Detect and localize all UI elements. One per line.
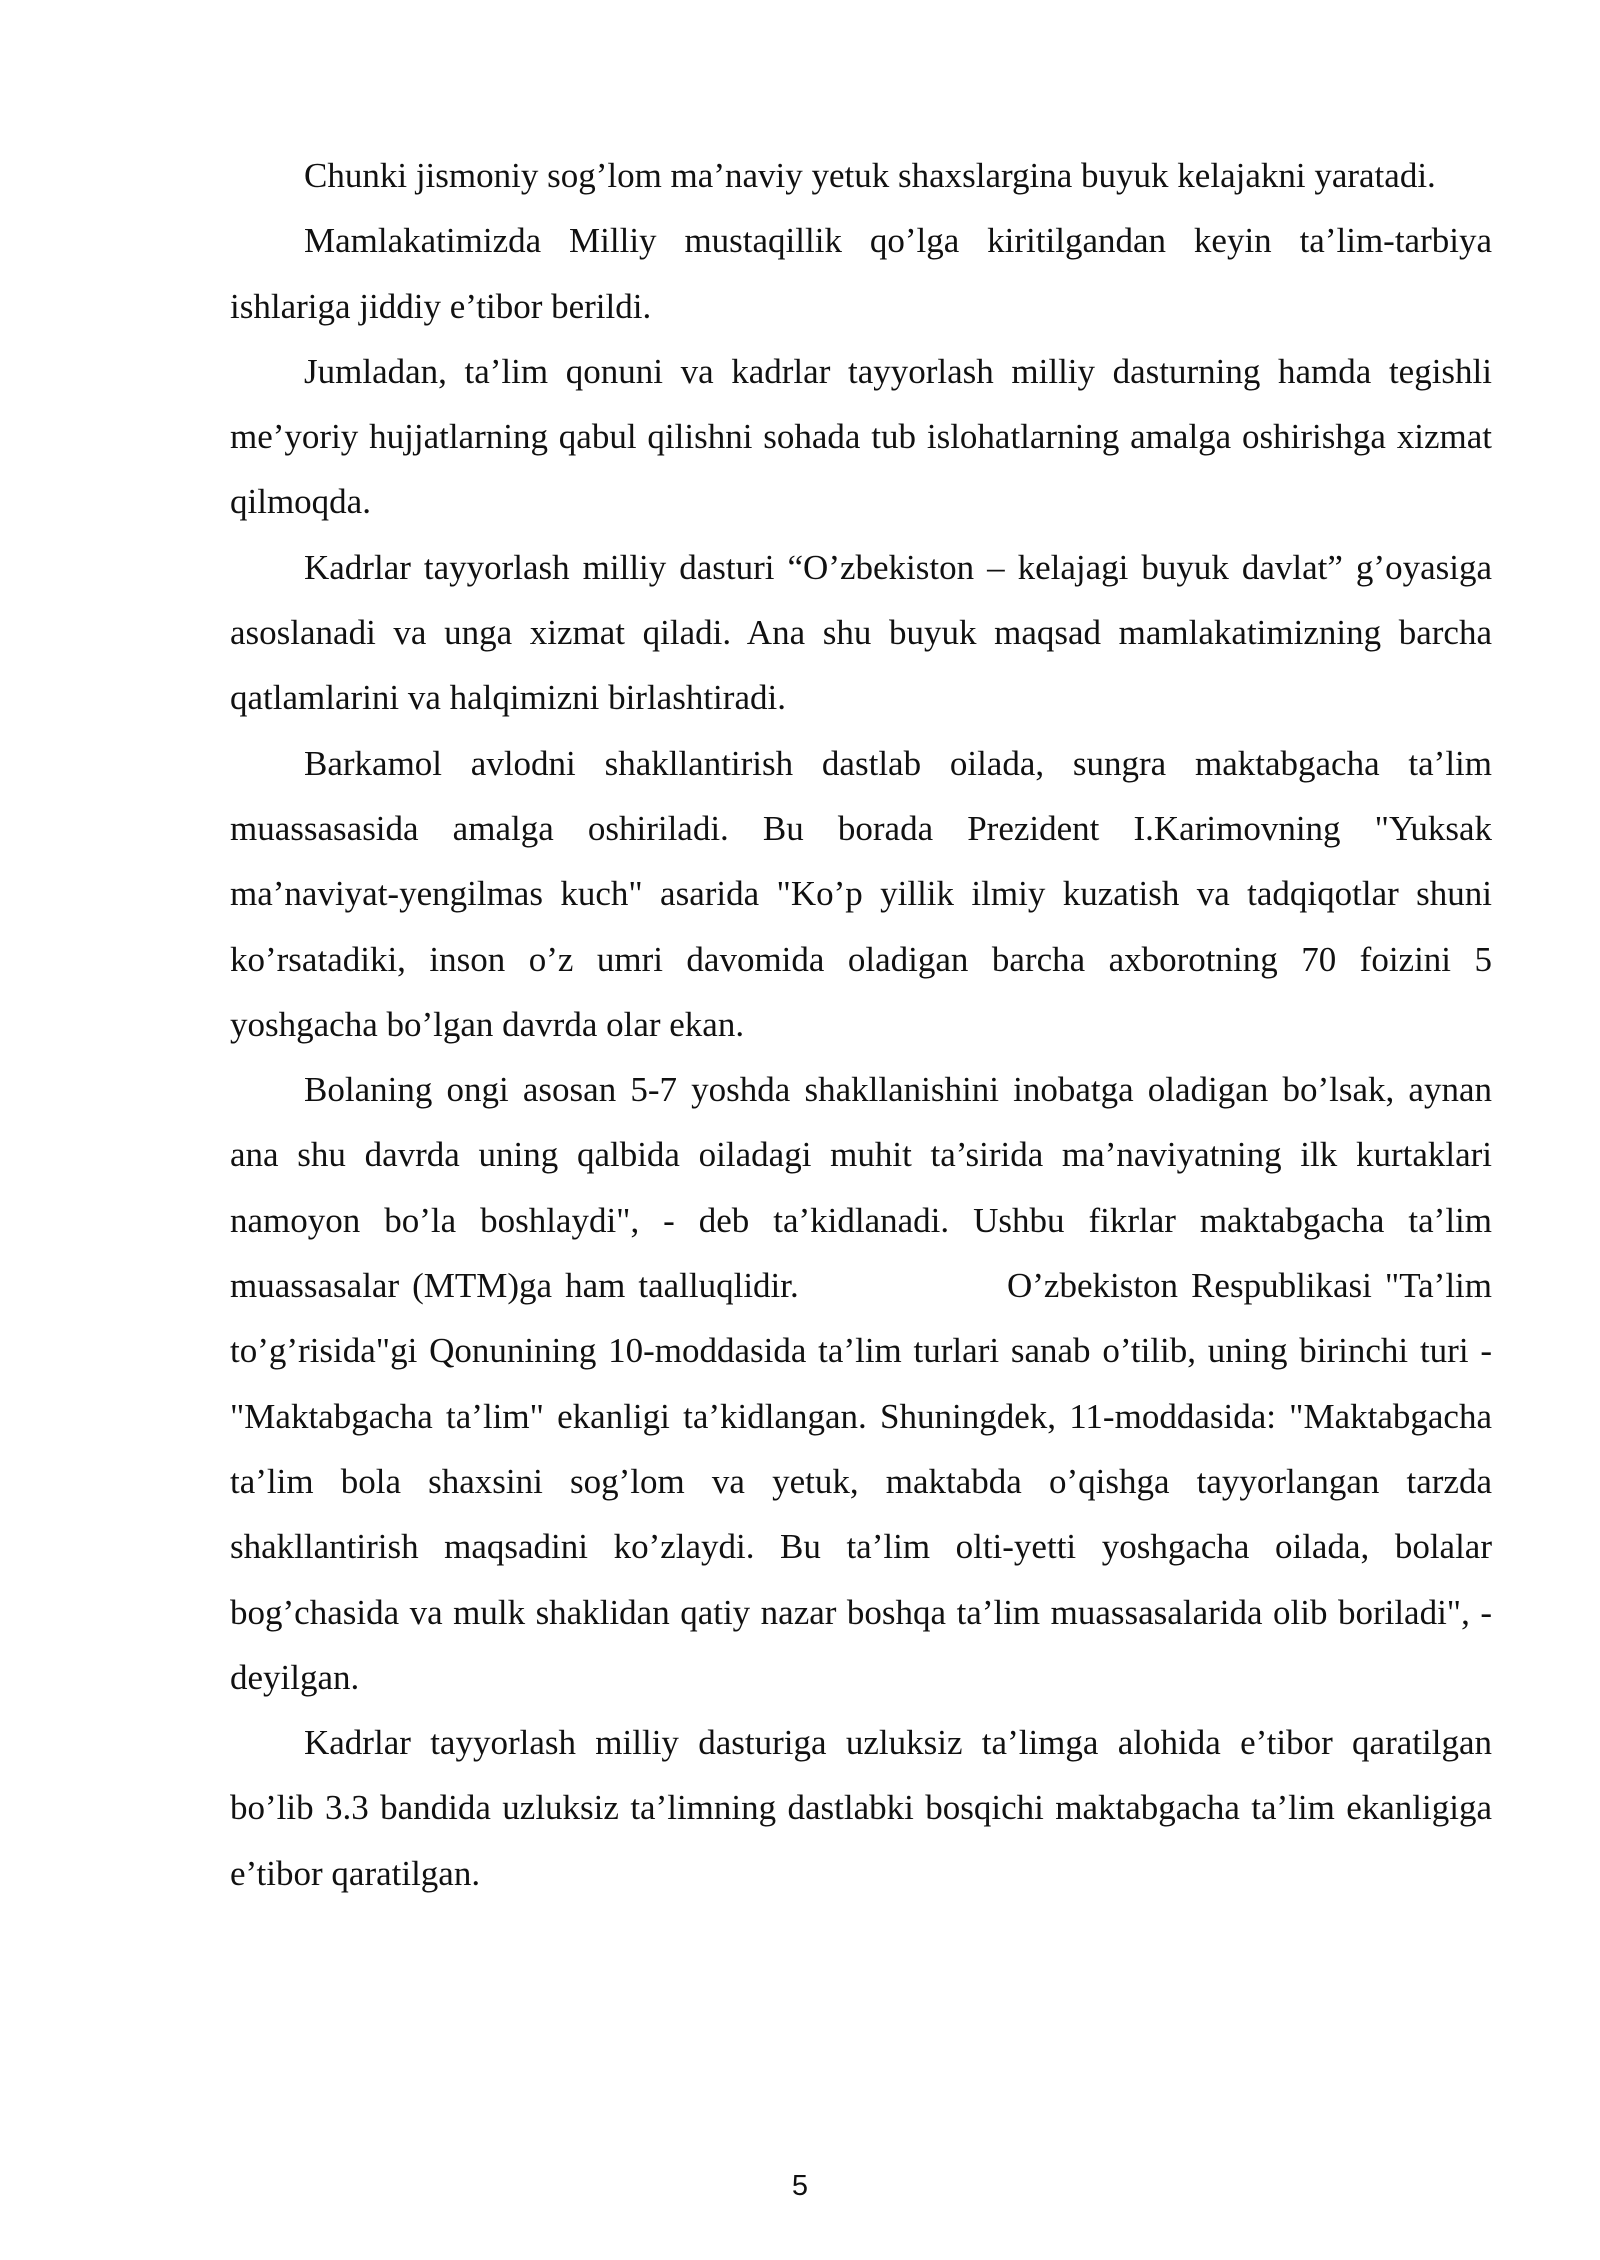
paragraph: Kadrlar tayyorlash milliy dasturi “O’zbekiston – kelajagi buyuk davlat” g’oyasiga asoslanadi va unga xizmat qiladi. Ana shu buyuk maqsad mamlakatimizning barcha qatlamlarini va halqimizni birlashtiradi. bbox=[230, 547, 1492, 718]
page-number: 5 bbox=[791, 2170, 809, 2202]
paragraph: Jumladan, ta’lim qonuni va kadrlar tayyorlash milliy dasturning hamda tegishli me’yoriy hujjatlarning qabul qilishni sohada tub islohatlarning amalga oshirishga xizmat qilmoqda. bbox=[230, 351, 1492, 522]
paragraph: Kadrlar tayyorlash milliy dasturiga uzluksiz ta’limga alohida e’tibor qaratilgan bo’lib 3.3 bandida uzluksiz ta’limning dastlabki bosqichi maktabgacha ta’lim ekanligiga e’tibor qaratilgan. bbox=[230, 1723, 1492, 1893]
paragraph: Bolaning ongi asosan 5-7 yoshda shakllanishini inobatga oladigan bo’lsak, aynan ana shu davrda uning qalbida oiladagi muhit ta’sirida ma’naviyatning ilk kurtaklari namoyon bo’la boshlaydi", - deb ta’kidlanadi. Ushbu fikrlar maktabgacha ta’lim muassasalar (MTM)ga ham taalluqlidir. O’zbekiston Respublikasi "Ta’lim to’g’risida"gi Qonunining 10-moddasida ta’lim turlari sanab o’tilib, uning birinchi turi - "Maktabgacha ta’lim" ekanligi ta’kidlangan. Shuningdek, 11-moddasida: "Maktabgacha ta’lim bola shaxsini sog’lom va yetuk, maktabda o’qishga tayyorlangan tarzda shakllantirish maqsadini ko’zlaydi. Bu ta’lim olti-yetti yoshgacha oilada, bolalar bog’chasida va mulk shaklidan qatiy nazar boshqa ta’lim muassasalarida olib boriladi", - deyilgan. bbox=[230, 1070, 1501, 1697]
paragraph: Barkamol avlodni shakllantirish dastlab oilada, sungra maktabgacha ta’lim muassasasida amalga oshiriladi. Bu borada Prezident I.Karimovning "Yuksak ma’naviyat-yengilmas kuch" asarida "Ko’p yillik ilmiy kuzatish va tadqiqotlar shuni ko’rsatadiki, inson o’z umri davomida oladigan barcha axborotning 70 foizini 5 yoshgacha bo’lgan davrda olar ekan. bbox=[230, 743, 1492, 1044]
document-body bbox=[230, 143, 1501, 1906]
paragraph: Mamlakatimizda Milliy mustaqillik qo’lga kiritilgandan keyin ta’lim-tarbiya ishlariga jiddiy e’tibor berildi. bbox=[230, 221, 1492, 326]
paragraph: Chunki jismoniy sog’lom ma’naviy yetuk shaxslargina buyuk kelajakni yaratadi. bbox=[304, 156, 1436, 195]
